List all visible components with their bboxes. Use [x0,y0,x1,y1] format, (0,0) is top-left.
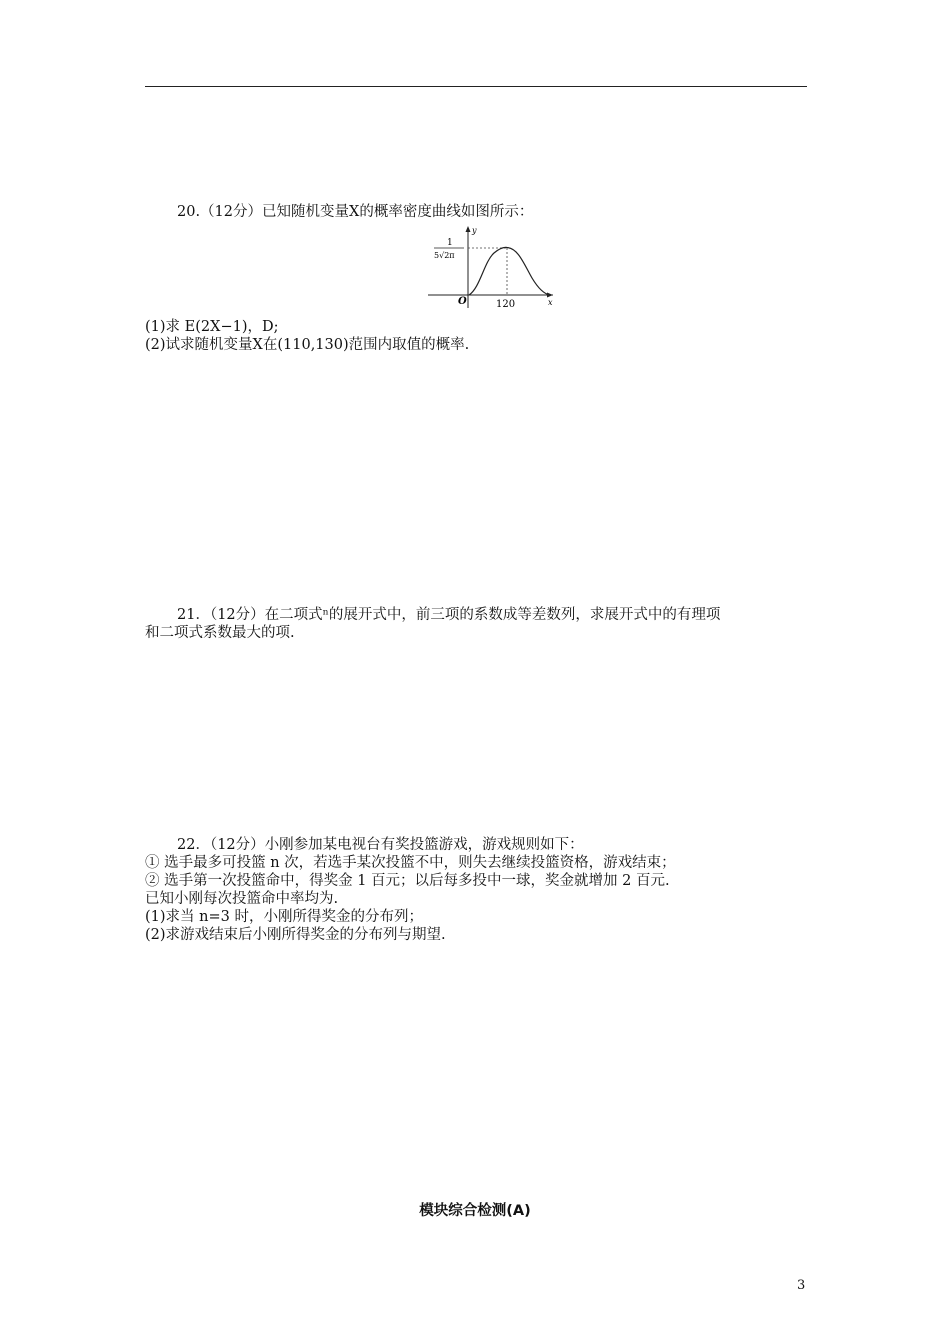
peak-x-label: 120 [496,299,516,310]
q22-hit-rate: 已知小刚每次投篮命中率均为. [145,891,339,907]
question-20-parts [145,318,807,354]
x-axis-label: x [548,298,553,307]
peak-value-denominator: 5√2π [434,251,455,260]
q22-part-2: (2)求游戏结束后小刚所得奖金的分布列与期望. [145,927,446,943]
q21-line-2: 和二项式系数最大的项. [145,625,295,641]
q20-part-1: (1)求 E(2X−1)，D; [145,319,279,335]
q20-stem: 20.（12分）已知随机变量X的概率密度曲线如图所示： [177,204,534,220]
question-22 [145,836,807,944]
section-title: 模块综合检测(A) [419,1203,531,1219]
q22-rule-2: ② 选手第一次投篮命中，得奖金 1 百元；以后每多投中一球，奖金就增加 2 百元. [145,873,670,889]
q22-rule-1: ① 选手最多可投篮 n 次，若选手某次投篮不中，则失去继续投篮资格，游戏结束； [145,855,676,871]
header-rule [145,86,807,87]
peak-value-numerator: 1 [447,238,453,248]
q22-part-1: (1)求当 n=3 时，小刚所得奖金的分布列； [145,909,423,925]
page-number: 3 [797,1278,806,1293]
density-curve [469,247,550,295]
origin-label: O [458,296,467,307]
q20-part-2: (2)试求随机变量X在(110,130)范围内取值的概率. [145,337,470,353]
y-axis-label: y [472,226,477,235]
density-curve-figure [428,224,558,310]
y-axis-arrow-icon [466,226,471,232]
question-20 [145,203,807,221]
q21-line-1: 21．（12分）在二项式ⁿ的展开式中，前三项的系数成等差数列，求展开式中的有理项 [177,607,721,623]
question-21 [145,606,807,642]
q22-stem: 22．（12分）小刚参加某电视台有奖投篮游戏，游戏规则如下： [177,837,584,853]
